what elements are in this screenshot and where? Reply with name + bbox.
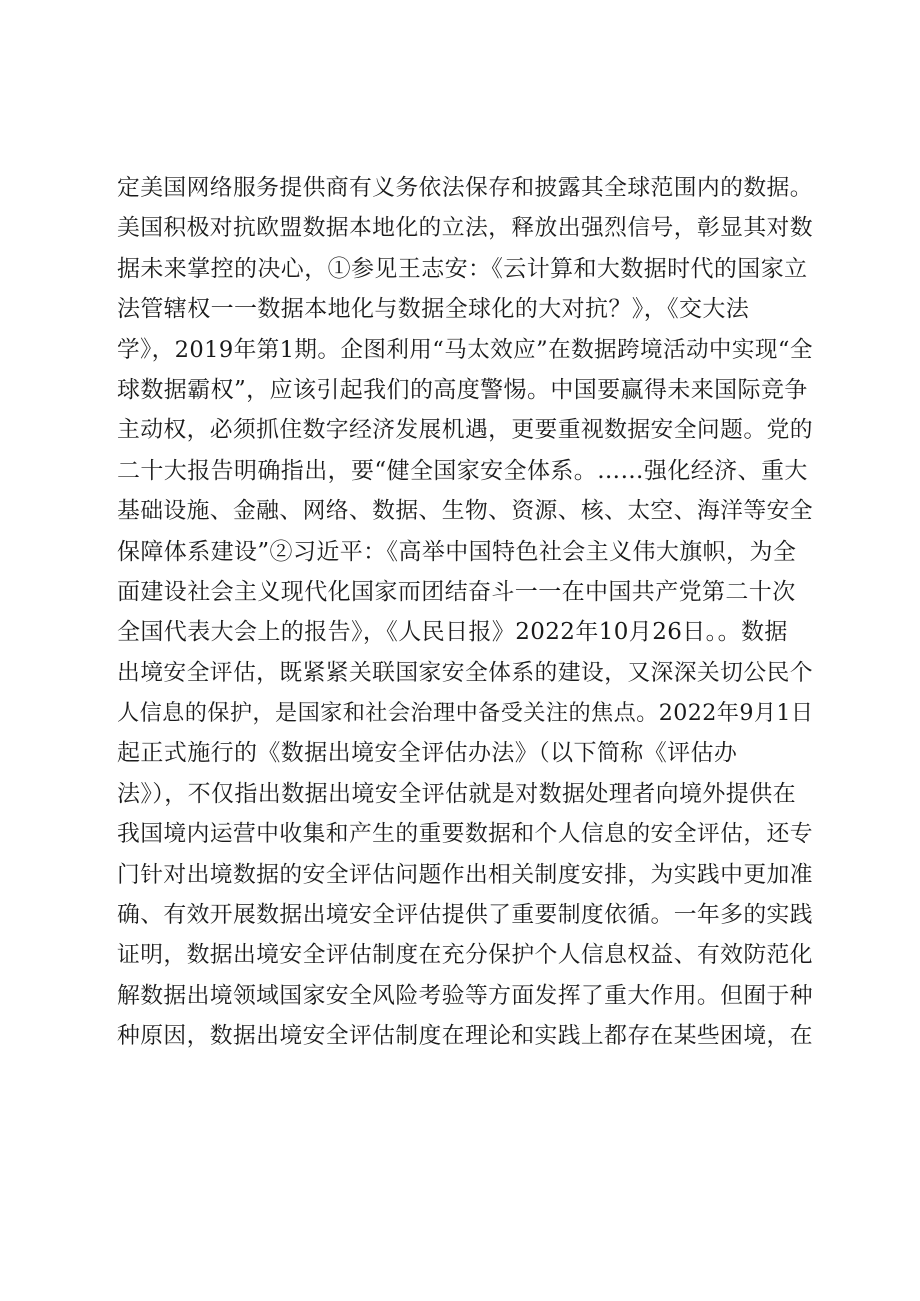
text-line: 法》），不仅指出数据出境安全评估就是对数据处理者向境外提供在	[117, 780, 796, 807]
text-line: 据未来掌控的决心，①参见王志安：《云计算和大数据时代的国家立	[117, 255, 808, 282]
text-line: 保障体系建设”②习近平：《高举中国特色社会主义伟大旗帜，为全	[117, 538, 797, 565]
text-line: 二十大报告明确指出，要“健全国家安全体系。……强化经济、重大	[117, 457, 808, 484]
text-line: 我国境内运营中收集和产生的重要数据和个人信息的安全评估，还专	[117, 821, 813, 848]
body-paragraph	[117, 168, 817, 1057]
text-line: 面建设社会主义现代化国家而团结奋斗一一在中国共产党第二十次	[117, 578, 796, 605]
text-line: 法管辖权一一数据本地化与数据全球化的大对抗？》，《交大法	[117, 296, 750, 323]
text-line: 球数据霸权”，应该引起我们的高度警惕。中国要赢得未来国际竞争	[117, 376, 808, 403]
text-line: 证明，数据出境安全评估制度在充分保护个人信息权益、有效防范化	[117, 942, 813, 969]
text-line: 定美国网络服务提供商有义务依法保存和披露其全球范围内的数据。	[117, 175, 813, 201]
text-line: 学》，2019年第1期。企图利用“马太效应”在数据跨境活动中实现“全	[117, 336, 813, 363]
text-line: 全国代表大会上的报告》，《人民日报》2022年10月26日。。数据	[117, 619, 788, 646]
text-line: 解数据出境领域国家安全风险考验等方面发挥了重大作用。但囿于种	[117, 982, 813, 1009]
text-line: 种原因，数据出境安全评估制度在理论和实践上都存在某些困境，在	[117, 1023, 813, 1050]
text-line: 主动权，必须抓住数字经济发展机遇，更要重视数据安全问题。党的	[117, 417, 813, 444]
text-line: 人信息的保护，是国家和社会治理中备受关注的焦点。2022年9月1日	[117, 700, 814, 727]
text-line: 起正式施行的《数据出境安全评估办法》（以下简称《评估办	[117, 740, 738, 767]
text-line: 基础设施、金融、网络、数据、生物、资源、核、太空、海洋等安全	[117, 498, 813, 525]
text-line: 确、有效开展数据出境安全评估提供了重要制度依循。一年多的实践	[117, 902, 813, 929]
text-line: 门针对出境数据的安全评估问题作出相关制度安排，为实践中更加准	[117, 861, 813, 888]
text-line: 出境安全评估，既紧紧关联国家安全体系的建设，又深深关切公民个	[117, 659, 813, 686]
text-line: 美国积极对抗欧盟数据本地化的立法，释放出强烈信号，彰显其对数	[117, 215, 813, 242]
